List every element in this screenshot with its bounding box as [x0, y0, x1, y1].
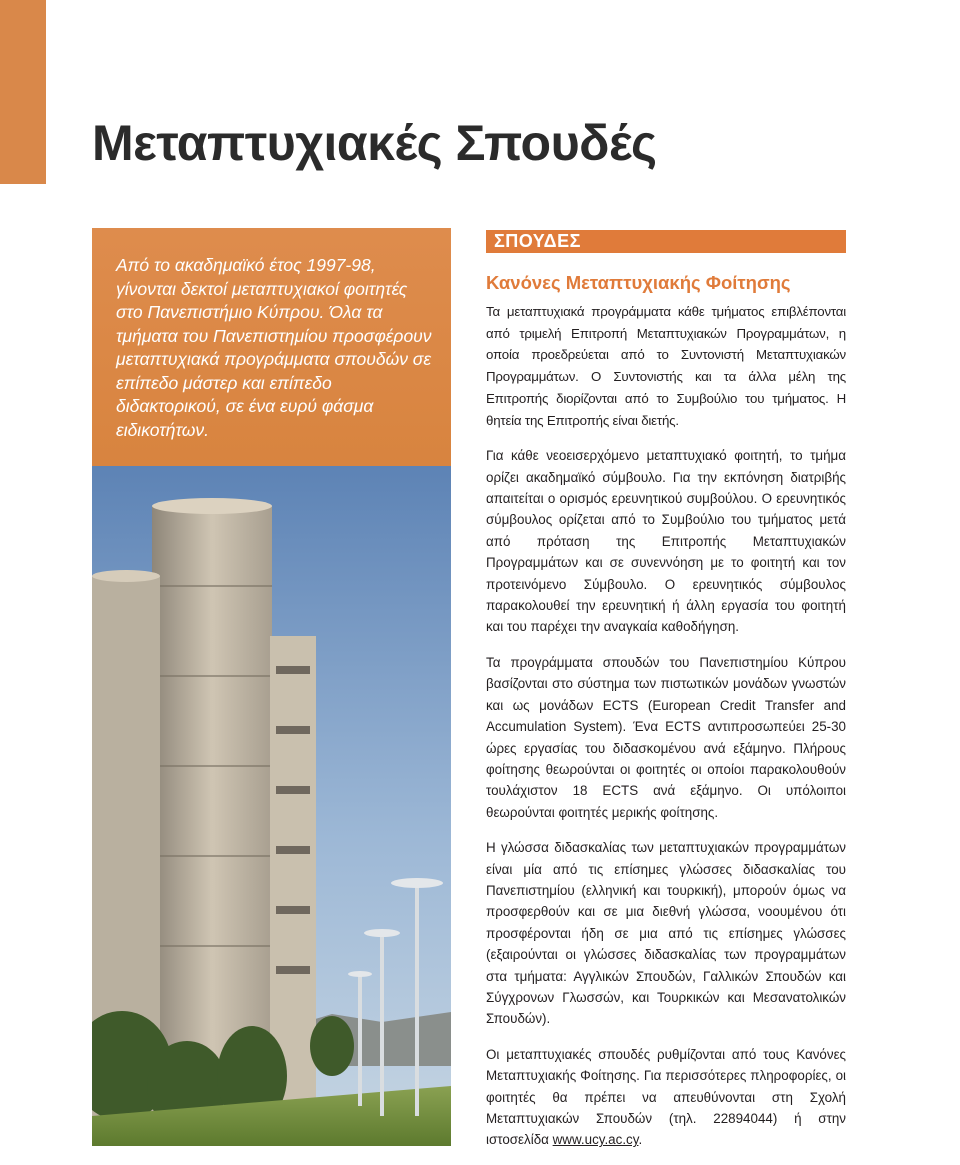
contact-end: .	[638, 1132, 643, 1148]
intro-box	[92, 228, 451, 466]
contact-text: Οι μεταπτυχιακές σπουδές ρυθμίζονται από τους Κανόνες Μεταπτυχιακής Φοίτησης. Για περισσότερες πληροφορίες, οι φοιτητές θα πρέπει να απευθύνονται στη Σχολή Μεταπτυχιακών Σπουδών (τηλ. 22894044) ή στην ιστοσελίδα	[486, 1046, 846, 1148]
paragraph-ects: Τα προγράμματα σπουδών του Πανεπιστημίου Κύπρου βασίζονται στο σύστημα των πιστωτικών μονάδων γνωστών και ως μονάδων ECTS (European Credit Transfer and Accumulation System). Ένα ECTS αντιπροσωπεύει 25-30 ώρες εργασίας του διδασκομένου ανά εξάμηνο. Πλήρους φοίτησης θεωρούνται οι φοιτητές οι οποίοι παρακολουθούν τουλάχιστον 18 ECTS ανά εξάμηνο. Οι υπόλοιποι θεωρούνται φοιτητές μερικής φοίτησης.	[486, 654, 846, 820]
section-label: ΣΠΟΥΔΕΣ	[486, 230, 846, 253]
paragraph-advisor: Για κάθε νεοεισερχόμενο μεταπτυχιακό φοιτητή, το τμήμα ορίζει ακαδημαϊκό σύμβουλο. Για την εκπόνηση διατριβής απαιτείται ο ορισμός ερευνητικού συμβούλου. Ο ερευνητικός σύμβουλος ορίζεται από το Συμβούλιο του τμήματος μετά από πρόταση της Επιτροπής Μεταπτυχιακών Προγραμμάτων και σε συνεννόηση με το φοιτητή και τον προτεινόμενο Σύμβουλο. Ο ερευνητικός σύμβουλος παρακολουθεί την ερευνητική ή άλλη εργασία του φοιτητή και του παρέχει την αναγκαία καθοδήγηση.	[486, 448, 846, 635]
campus-tower-photo	[92, 466, 451, 1146]
paragraph-language: Η γλώσσα διδασκαλίας των μεταπτυχιακών προγραμμάτων είναι μία από τις επίσημες γλώσσες διδασκαλίας του Πανεπιστημίου (ελληνική και τουρκική), μπορούν όμως να προσφερθούν και σε μια διεθνή γλώσσα, νοουμένου ότι προσφέρονται ήδη σε μια από τις επίσημες γλώσσες (εξαιρούνται οι γλώσσες διδασκαλίας των προγραμμάτων στα τμήματα: Αγγλικών Σπουδών, Γαλλικών Σπουδών και Σύγχρονων Γλωσσών, και Τουρκικών και Μεσανατολικών Σπουδών).	[486, 840, 846, 1027]
sidebar-column	[92, 228, 451, 1146]
intro-text: Από το ακαδημαϊκό έτος 1997-98, γίνονται δεκτοί μεταπτυχιακοί φοιτητές στο Πανεπιστήμιο Κύπρου. Όλα τα τμήματα του Πανεπιστημίου προσφέρουν μεταπτυχιακά προγράμματα σπουδών σε επίπεδο μάστερ και επίπεδο διδακτορικού, σε ένα ευρύ φάσμα ειδικοτήτων.	[116, 255, 432, 440]
main-content	[486, 230, 846, 1165]
section-heading: Κανόνες Μεταπτυχιακής Φοίτησης	[486, 272, 791, 293]
paragraph-contact	[486, 1044, 846, 1151]
paragraph-committee: Τα μεταπτυχιακά προγράμματα κάθε τμήματος επιβλέπονται από τριμελή Επιτροπή Μεταπτυχιακών Προγραμμάτων, η οποία προεδρεύεται από το Συντονιστή Μεταπτυχιακών Προγραμμάτων. Ο Συντονιστής και τα άλλα μέλη της Επιτροπής διορίζονται από το Συμβούλιο του τμήματος. Η θητεία της Επιτροπής είναι διετής.	[486, 304, 846, 428]
header-color-tab	[0, 0, 46, 184]
page-title: Μεταπτυχιακές Σπουδές	[92, 115, 657, 171]
website-link[interactable]: www.ucy.ac.cy	[552, 1132, 639, 1148]
